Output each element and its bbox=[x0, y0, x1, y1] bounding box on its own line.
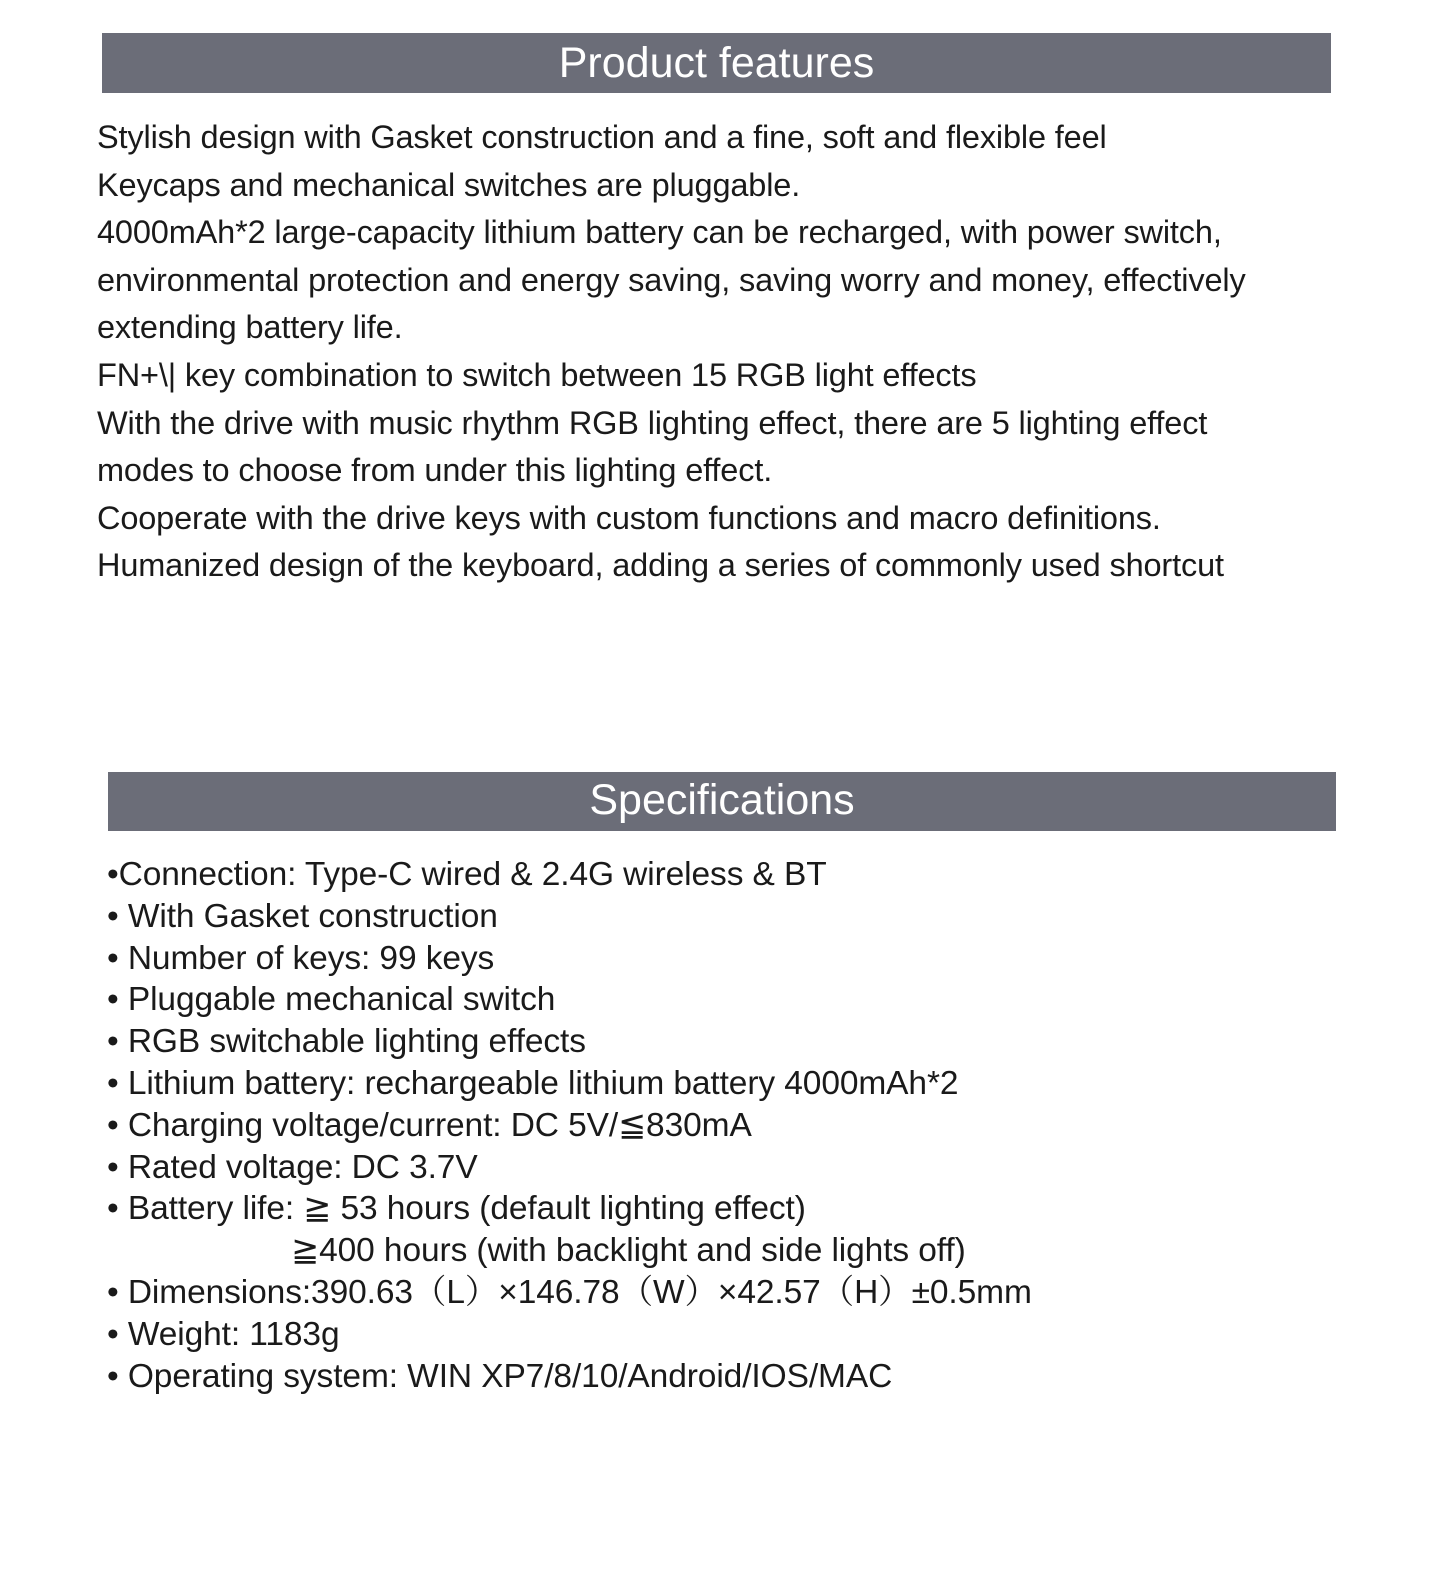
specifications-list bbox=[107, 854, 1307, 1397]
feature-line: Stylish design with Gasket construction and a fine, soft and flexible feel bbox=[97, 119, 1107, 155]
feature-line: 4000mAh*2 large-capacity lithium battery can be recharged, with power switch, bbox=[97, 214, 1222, 251]
spec-item: • With Gasket construction bbox=[107, 897, 498, 935]
feature-line: With the drive with music rhythm RGB lighting effect, there are 5 lighting effect bbox=[97, 404, 1208, 441]
spec-item: • Lithium battery: rechargeable lithium battery 4000mAh*2 bbox=[107, 1064, 959, 1102]
feature-line: modes to choose from under this lighting effect. bbox=[97, 452, 773, 489]
spec-item: • Rated voltage: DC 3.7V bbox=[107, 1148, 478, 1186]
spec-item-continuation: ≧400 hours (with backlight and side lights off) bbox=[107, 1232, 966, 1270]
spec-item: • Dimensions:390.63（L）×146.78（W）×42.57（H）±0.5mm bbox=[107, 1273, 1032, 1311]
feature-line: environmental protection and energy saving, saving worry and money, effectively bbox=[97, 261, 1246, 298]
spec-item: • Charging voltage/current: DC 5V/≦830mA bbox=[107, 1106, 752, 1144]
features-list bbox=[97, 114, 1397, 590]
feature-line: Cooperate with the drive keys with custom functions and macro definitions. bbox=[97, 499, 1161, 536]
feature-line: extending battery life. bbox=[97, 309, 403, 346]
feature-line: FN+\| key combination to switch between 15 RGB light effects bbox=[97, 356, 977, 393]
feature-line: Humanized design of the keyboard, adding a series of commonly used shortcut bbox=[97, 547, 1224, 584]
spec-item: • Pluggable mechanical switch bbox=[107, 981, 556, 1019]
specifications-header: Specifications bbox=[108, 772, 1336, 831]
spec-item: • Operating system: WIN XP7/8/10/Android/IOS/MAC bbox=[107, 1357, 893, 1395]
feature-line: Keycaps and mechanical switches are pluggable. bbox=[97, 166, 801, 203]
spec-item: • Battery life: ≧ 53 hours (default lighting effect) bbox=[107, 1190, 806, 1228]
spec-item: • Number of keys: 99 keys bbox=[107, 939, 495, 977]
spec-item: • RGB switchable lighting effects bbox=[107, 1023, 586, 1061]
spec-item: • Weight: 1183g bbox=[107, 1315, 340, 1353]
spec-item: •Connection: Type-C wired & 2.4G wireless & BT bbox=[107, 856, 827, 893]
features-header: Product features bbox=[102, 33, 1331, 93]
